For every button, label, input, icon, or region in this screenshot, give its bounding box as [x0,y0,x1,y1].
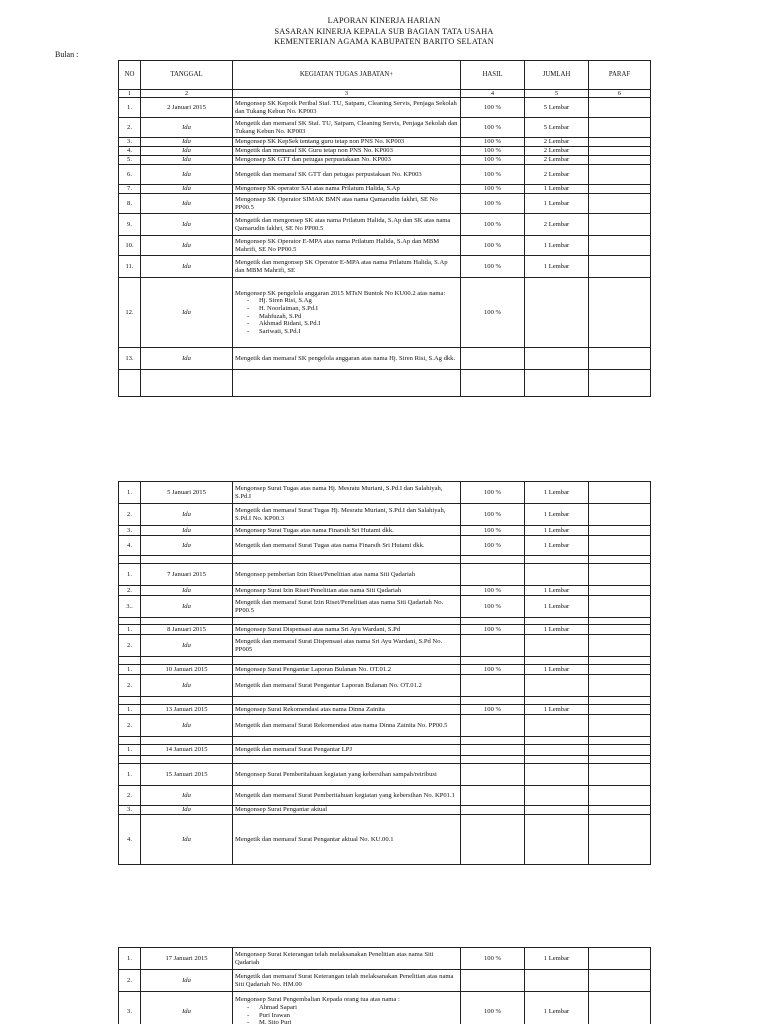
table-row: 3.. Ida Mengetik dan memaraf Surat Izin Riset/Penelitian atas nama Siti Qadariah No. PP00.5 100 % 1 Lembar [119,596,651,618]
list-item: - M. Sito Puri [247,1019,458,1024]
col-hasil: HASIL [461,61,525,90]
table-row: 1. 13 Januari 2015 Mengonsep Surat Rekomendasi atas nama Dinna Zainita 100 % 1 Lembar [119,705,651,715]
table-row: 1. 10 Januari 2015 Mengonsep Surat Pengantar Laporan Bulanan No. OT.01.2 100 % 1 Lembar [119,665,651,675]
table-row: 5. Ida Mengonsep SK GTT dan petugas perpustakaan No. KP003 100 % 2 Lembar [119,156,651,165]
col-no: NO [119,61,141,90]
table-row: 2. Ida Mengetik dan memaraf Surat Dispensasi atas nama Sri Ayu Wardani, S.Pd No. PP005 [119,635,651,657]
list-item: - Hj. Siren Risi, S.Ag [247,297,458,305]
table-row: 2. Ida Mengetik dan memaraf Surat Rekomendasi atas nama Dinna Zainita No. PP00.5 [119,715,651,737]
table-row: 8. Ida Mengonsep SK Operator SIMAK BMN atas nama Qamarudin fakhri, SE No PP00.5 100 % 1 Lembar [119,194,651,214]
activity-with-list: Mengonsep Surat Pengembalian Kepada orang tua atas nama : - Ahmad Sapari - Puri Irawan - M. Sito Puri [233,992,461,1024]
table-row: 1. 7 Januari 2015 Mengonsep pemberian Izin Riset/Penelitian atas nama Siti Qadariah [119,564,651,586]
report-institution: KEMENTERIAN AGAMA KABUPATEN BARITO SELATAN [274,37,494,46]
table-row: 2. Ida Mengetik dan memaraf Surat Pemberitahuan kegiatan yang kebersihan No. KP01.1 [119,786,651,806]
table-row: 2. Ida Mengetik dan memaraf Surat Keterangan telah melaksanakan Penelitian atas nama Siti Qadariah No. HM.00 [119,970,651,992]
table-row: 4. Ida Mengetik dan memaraf Surat Pengantar aktual No. KU.00.1 [119,815,651,865]
list-item: - Akhmad Ridani, S.Pd.I [247,320,458,328]
table-row: 11. Ida Mengetik dan mengonsep SK Operator E-MPA atas nama Prilatum Halida, S.Ap dan MBM Mahrifi, SE 100 % 1 Lembar [119,256,651,278]
table-row: 2. Ida Mengetik dan memaraf Surat Pengantar Laporan Bulanan No. OT.01.2 [119,675,651,697]
table-header-row [119,61,651,90]
table-1 [118,60,651,397]
table-row: 2. Ida Mengonsep Surat Izin Riset/Penelitian atas nama Siti Qadariah 100 % 1 Lembar [119,586,651,596]
table-row: 10. Ida Mengonsep SK Operator E-MPA atas nama Prilatum Halida, S.Ap dan MBM Mahrifi, SE No PP00.5 100 % 1 Lembar [119,236,651,256]
table-row: 1. 2 Januari 2015 Mengonsep SK Kepoik Peribal Staf. TU, Satpam, Cleaning Servis, Penjaga Sekolah dan Tukang Kebun No. KP003 100 % 5 Lembar [119,98,651,118]
col-tanggal: TANGGAL [141,61,233,90]
table-row: 7. Ida Mengonsep SK operator SAI atas nama Prilatum Halida, S.Ap 100 % 1 Lembar [119,185,651,194]
name-list [235,297,458,335]
table-2 [118,481,651,865]
name-list [235,1004,458,1024]
report-title: LAPORAN KINERJA HARIAN [327,16,441,25]
column-index-row: 1 2 3 4 5 6 [119,90,651,98]
month-label: Bulan : [55,50,79,59]
list-item: - Mahfuzah, S.Pd [247,313,458,321]
table-row: 3. Ida Mengonsep SK KepSek tentang guru tetap non PNS No. KP003 100 % 2 Lembar [119,138,651,147]
list-item: - H. Noorlaiman, S.Pd.I [247,305,458,313]
table-row: 1. 5 Januari 2015 Mengonsep Surat Tugas atas nama Hj. Mesratu Muriani, S.Pd.I dan Salahiyah, S.Pd.I 100 % 1 Lembar [119,482,651,504]
report-header [0,16,768,48]
table-row: 4. Ida Mengetik dan memaraf SK Guru tetap non PNS No. KP003 100 % 2 Lembar [119,147,651,156]
empty-row [119,370,651,397]
spacer-row [119,737,651,745]
table-row: 6. Ida Mengetik dan memaraf SK GTT dan petugas perpustakaan No. KP003 100 % 2 Lembar [119,165,651,185]
list-item: - Ahmad Sapari [247,1004,458,1012]
col-paraf: PARAF [589,61,651,90]
col-jumlah: JUMLAH [525,61,589,90]
table-row: 3. Ida Mengonsep Surat Pengembalian Kepada orang tua atas nama : - Ahmad Sapari - Puri Irawan - M. Sito Puri 100 % 1 Lembar [119,992,651,1024]
spacer-row [119,756,651,764]
table-row: 1. 14 Januari 2015 Mengetik dan memaraf Surat Pengantar LPJ [119,745,651,756]
table-row: 1. 15 Januari 2015 Mengonsep Surat Pemberitahuan kegiatan yang kebersihan sampah/retribusi [119,764,651,786]
table-row: 3. Ida Mengonsep Surat Pengantar aktual [119,806,651,815]
spacer-row [119,657,651,665]
activity-with-list: Mengonsep SK pengelola anggaran 2015 MTsN Buntok No KU00.2 atas nama: - Hj. Siren Risi, S.Ag - H. Noorlaiman, S.Pd.I - Mahfuzah, S.Pd - Akhmad Ridani, S.Pd.I - Sariwati, S.Pd.I [233,278,461,348]
report-subtitle: SASARAN KINERJA KEPALA SUB BAGIAN TATA USAHA [274,26,494,36]
table-row: 4. Ida Mengetik dan memaraf Surat Tugas atas nama Finarsih Sri Hutami dkk. 100 % 1 Lembar [119,536,651,556]
list-item: - Sariwati, S.Pd.I [247,328,458,336]
table-row: 13. Ida Mengetik dan memaraf SK pengelola anggaran atas nama Hj. Siren Risi, S.Ag dkk. [119,348,651,370]
table-row: 2. Ida Mengetik dan memaraf Surat Tugas Hj. Mesratu Muriani, S.Pd.I dan Salahiyah, S.Pd.I No. KP00.3 100 % 1 Lembar [119,504,651,526]
spacer-row [119,618,651,625]
spacer-row [119,697,651,705]
table-row: 1. 8 Januari 2015 Mengonsep Surat Dispensasi atas nama Sri Ayu Wardani, S.Pd 100 % 1 Lembar [119,625,651,635]
col-kegiatan: KEGIATAN TUGAS JABATAN+ [233,61,461,90]
list-item: - Puri Irawan [247,1012,458,1020]
table-row: 12. Ida Mengonsep SK pengelola anggaran 2015 MTsN Buntok No KU00.2 atas nama: - Hj. Siren Risi, S.Ag - H. Noorlaiman, S.Pd.I - Mahfuzah, S.Pd - Akhmad Ridani, S.Pd.I - Sariwati, S.Pd.I 100 % [119,278,651,348]
table-3 [118,947,651,1024]
table-row: 1. 17 Januari 2015 Mengonsep Surat Keterangan telah melaksanakan Penelitian atas nama Siti Qadariah 100 % 1 Lembar [119,948,651,970]
table-row: 3. Ida Mengonsep Surat Tugas atas nama Finarsih Sri Hutami dkk. 100 % 1 Lembar [119,526,651,536]
table-row: 9. Ida Mengetik dan mengonsep SK atas nama Prilatum Halida, S.Ap dan SK atas nama Qamarudin fakhri, SE No PP00.5 100 % 2 Lembar [119,214,651,236]
table-row: 2. Ida Mengetik dan memaraf SK Staf. TU, Satpam, Cleaning Servis, Penjaga Sekolah dan Tukang Kebun No. KP003 100 % 5 Lembar [119,118,651,138]
spacer-row [119,556,651,564]
